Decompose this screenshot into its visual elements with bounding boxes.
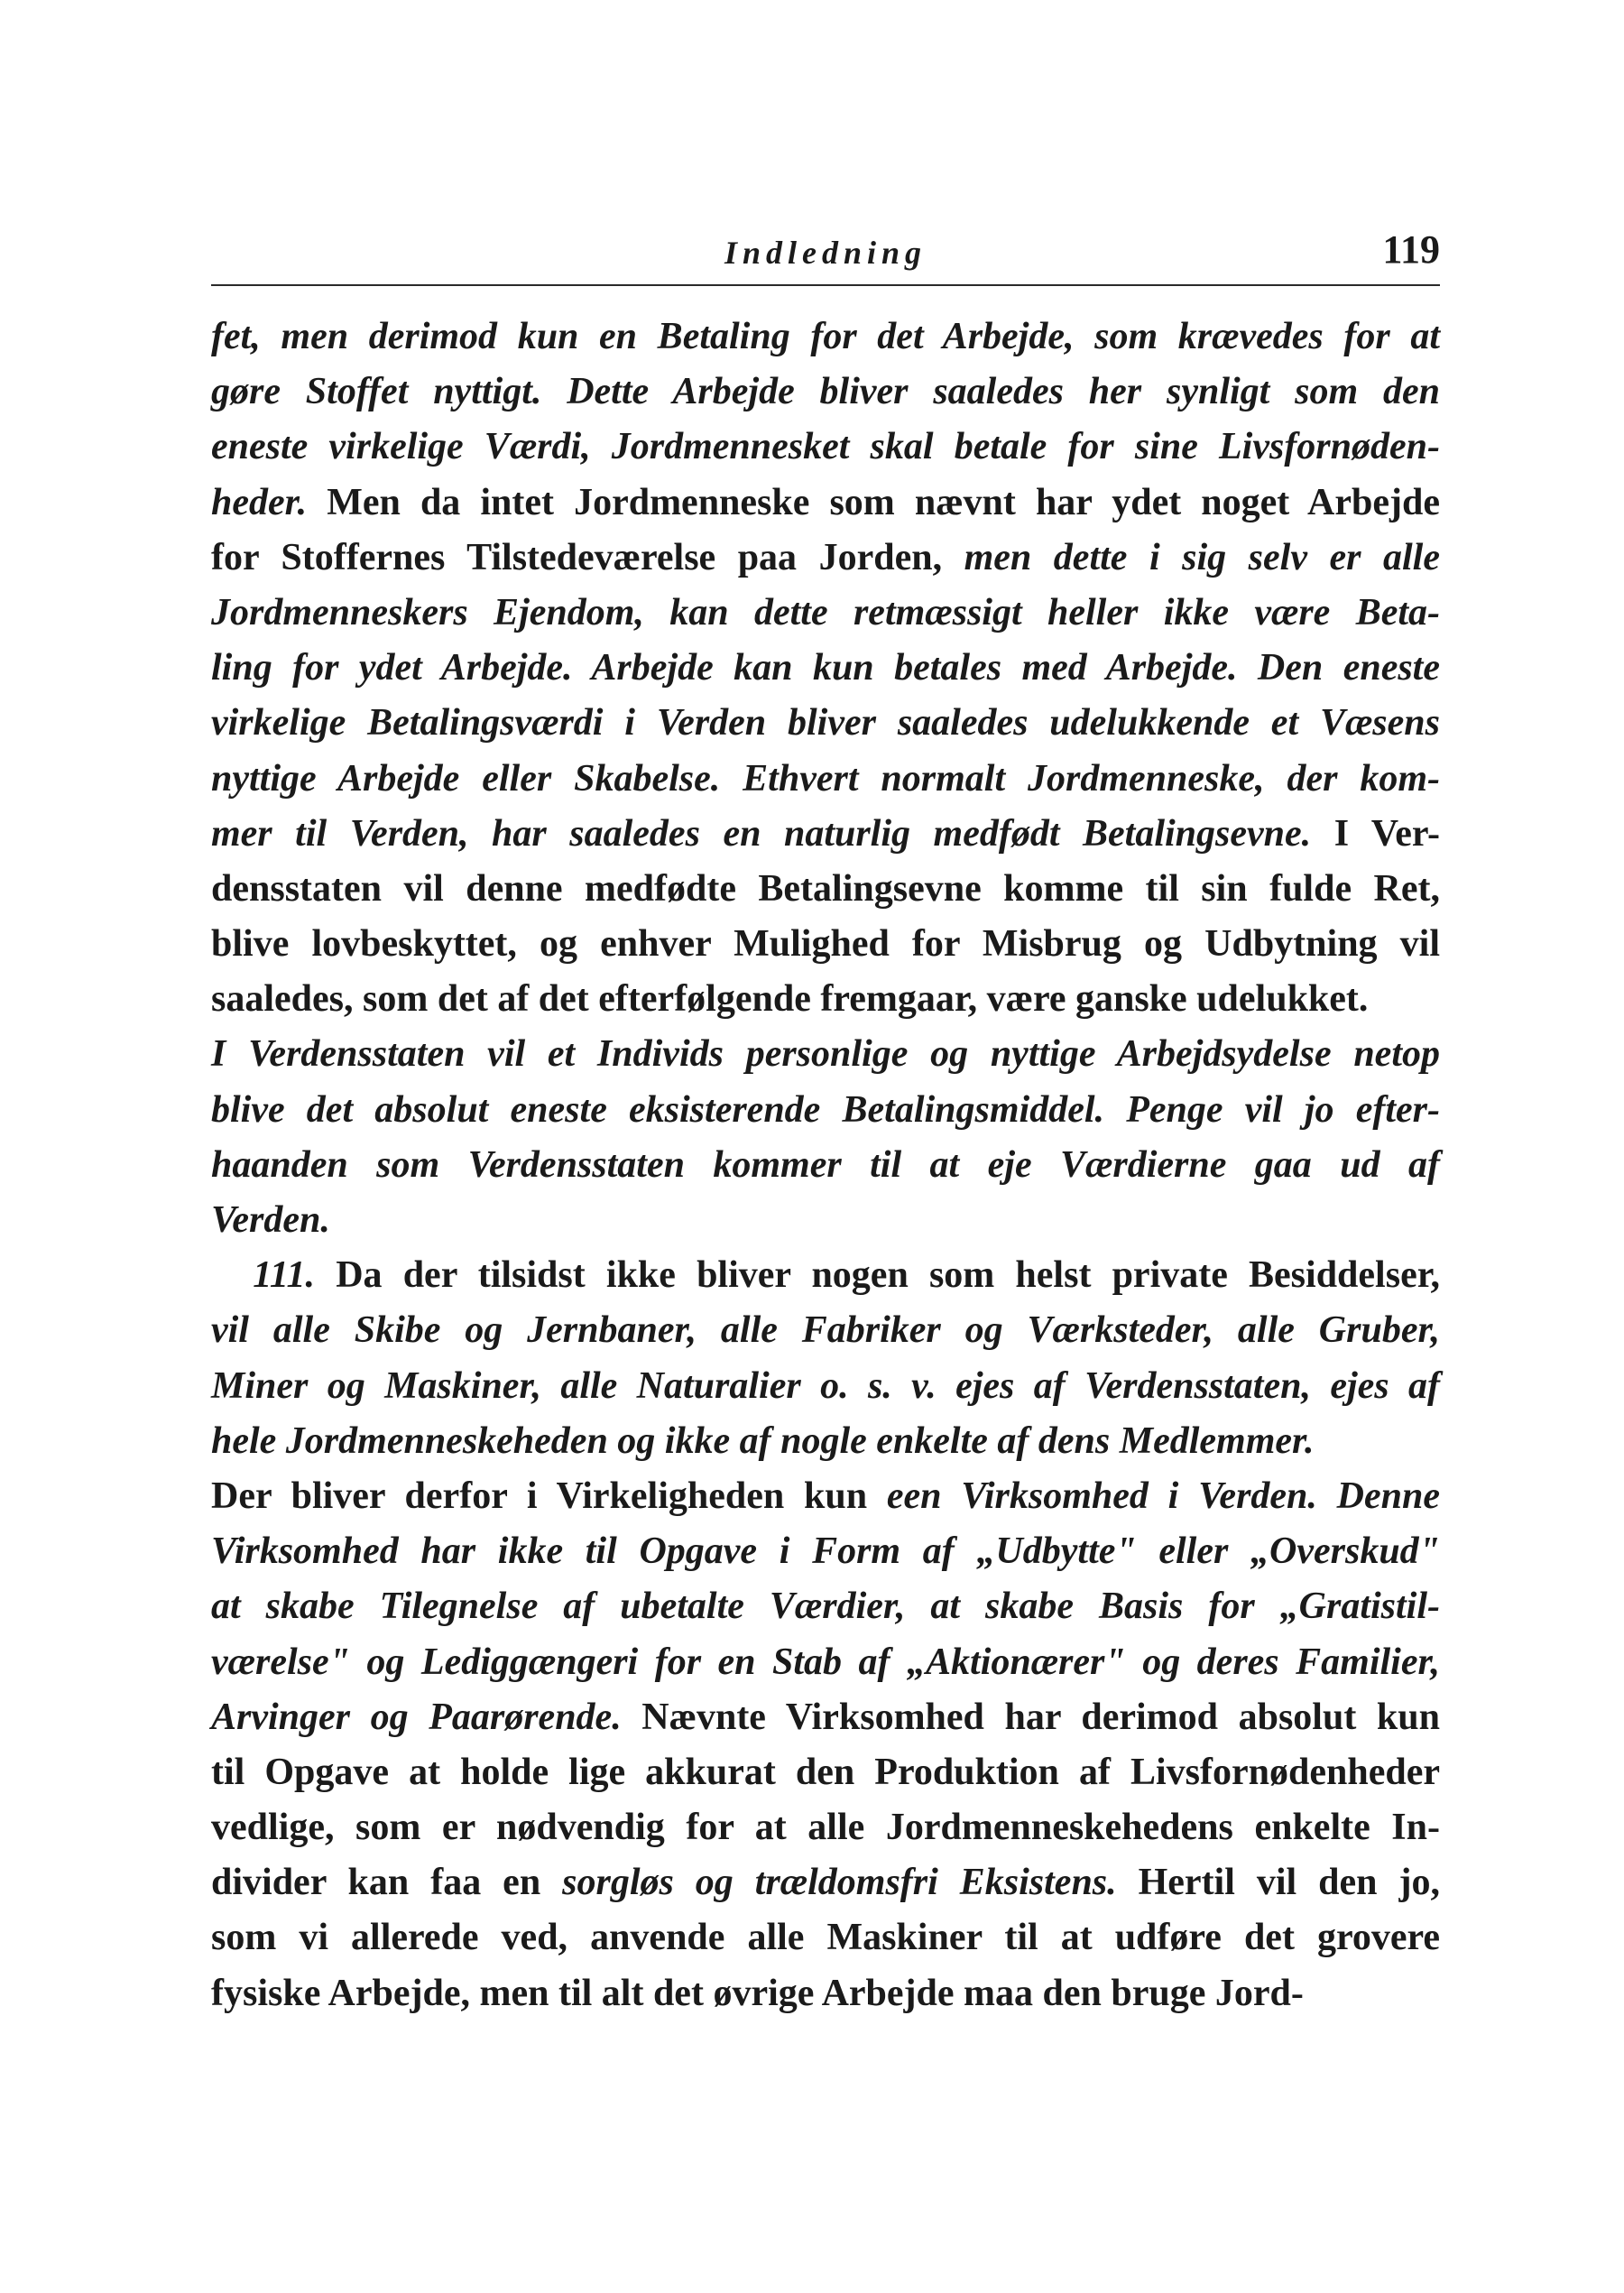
text-line [211, 1469, 1440, 1524]
text-run: I Ver- [1311, 812, 1440, 855]
italic-text: 111. [253, 1254, 316, 1297]
text-run: blive lovbeskyttet, og enhver Mulighed for Misbrug og Udbytning vil [211, 923, 1440, 966]
italic-text: værelse" og Lediggængeri for en Stab af „Aktionærer" og deres Familier, [211, 1641, 1440, 1683]
text-line [211, 1855, 1440, 1910]
text-line [211, 917, 1440, 972]
italic-text: Arvinger og Paarørende. [211, 1696, 622, 1738]
italic-text: Verden. [211, 1199, 330, 1241]
text-run: for Stoffernes Tilstedeværelse paa Jorden, [211, 536, 964, 578]
italic-text: at skabe Tilegnelse af ubetalte Værdier, at skabe Basis for „Gratistil- [211, 1586, 1440, 1628]
text-line [211, 420, 1440, 475]
text-line [211, 1800, 1440, 1855]
body-text [211, 310, 1440, 2021]
text-line [211, 1745, 1440, 1800]
text-line [211, 1910, 1440, 1965]
text-line [211, 696, 1440, 751]
italic-text: Virksomhed har ikke til Opgave i Form af „Udbytte" eller „Overskud" [211, 1530, 1440, 1573]
text-line [211, 1027, 1440, 1082]
italic-text: haanden som Verdensstaten kommer til at eje Værdierne gaa ud af [211, 1143, 1440, 1186]
text-line [211, 531, 1440, 586]
text-line [211, 1579, 1440, 1634]
text-line [211, 1635, 1440, 1690]
page-number: 119 [1382, 227, 1440, 272]
italic-text: Miner og Maskiner, alle Naturalier o. s. v. ejes af Verdensstaten, ejes af [211, 1364, 1440, 1407]
italic-text: I Verdensstaten vil et Individs personlige og nyttige Arbejdsydelse netop [211, 1033, 1440, 1076]
italic-text: virkelige Betalingsværdi i Verden bliver saaledes udelukkende et Væsens [211, 702, 1440, 744]
italic-text: fet, men derimod kun en Betaling for det Arbejde, som krævedes for at [211, 316, 1440, 357]
text-line [211, 641, 1440, 696]
italic-text: Jordmenneskers Ejendom, kan dette retmæssigt heller ikke være Beta- [211, 591, 1440, 633]
text-run: til Opgave at holde lige akkurat den Produktion af Livsfornødenheder [211, 1751, 1440, 1793]
text-line [211, 807, 1440, 862]
text-run: vedlige, som er nødvendig for at alle Jordmenneskehedens enkelte In- [211, 1807, 1440, 1849]
text-run: saaledes, som det af det efterfølgende fremgaar, være ganske udelukket. [211, 978, 1369, 1021]
italic-text: nyttige Arbejde eller Skabelse. Ethvert normalt Jordmenneske, der kom- [211, 757, 1440, 800]
italic-text: mer til Verden, har saaledes en naturlig medfødt Betalingsevne. [211, 812, 1312, 855]
text-line [211, 1193, 1440, 1248]
text-run: Hertil vil den jo, [1116, 1862, 1440, 1904]
italic-text: ling for ydet Arbejde. Arbejde kan kun betales med Arbejde. Den eneste [211, 647, 1440, 689]
text-run: Men da intet Jordmenneske som nævnt har ydet noget Arbejde [307, 481, 1440, 523]
text-line [211, 1303, 1440, 1358]
text-line [211, 752, 1440, 807]
running-head: Indledning [724, 235, 927, 271]
text-run: densstaten vil denne medfødte Betalingsevne komme til sin fulde Ret, [211, 867, 1440, 910]
text-line [211, 310, 1440, 365]
text-line [211, 1138, 1440, 1193]
text-run: Da der tilsidst ikke bliver nogen som helst private Besiddelser, [315, 1254, 1440, 1297]
text-line [211, 1414, 1440, 1469]
italic-text: hele Jordmenneskeheden og ikke af nogle enkelte af dens Medlemmer. [211, 1419, 1315, 1462]
italic-text: sorgløs og trældomsfri Eksistens. [562, 1862, 1117, 1904]
text-line [211, 1248, 1440, 1303]
text-line [211, 862, 1440, 917]
text-run: fysiske Arbejde, men til alt det øvrige Arbejde maa den bruge Jord- [211, 1972, 1304, 2014]
book-page [211, 221, 1440, 2021]
italic-text: gøre Stoffet nyttigt. Dette Arbejde bliver saaledes her synligt som den [211, 371, 1440, 413]
italic-text: een Virksomhed i Verden. Denne [886, 1475, 1440, 1517]
text-line [211, 1690, 1440, 1745]
italic-text: heder. [211, 481, 308, 523]
text-line [211, 1359, 1440, 1414]
page-header [211, 221, 1440, 286]
italic-text: vil alle Skibe og Jernbaner, alle Fabriker og Værksteder, alle Gruber, [211, 1309, 1440, 1352]
text-line [211, 476, 1440, 531]
text-line [211, 365, 1440, 420]
italic-text: blive det absolut eneste eksisterende Betalingsmiddel. Penge vil jo efter- [211, 1088, 1440, 1131]
italic-text: men dette i sig selv er alle [964, 536, 1440, 578]
text-line [211, 972, 1440, 1027]
text-line [211, 586, 1440, 641]
text-line [211, 1524, 1440, 1579]
text-run: Der bliver derfor i Virkeligheden kun [211, 1475, 887, 1517]
italic-text: eneste virkelige Værdi, Jordmennesket skal betale for sine Livsfornøden- [211, 426, 1440, 468]
text-run: som vi allerede ved, anvende alle Maskiner til at udføre det grovere [211, 1917, 1440, 1959]
text-line [211, 1083, 1440, 1138]
text-run: Nævnte Virksomhed har derimod absolut kun [621, 1696, 1440, 1738]
text-run: divider kan faa en [211, 1862, 563, 1904]
text-line [211, 1966, 1440, 2021]
